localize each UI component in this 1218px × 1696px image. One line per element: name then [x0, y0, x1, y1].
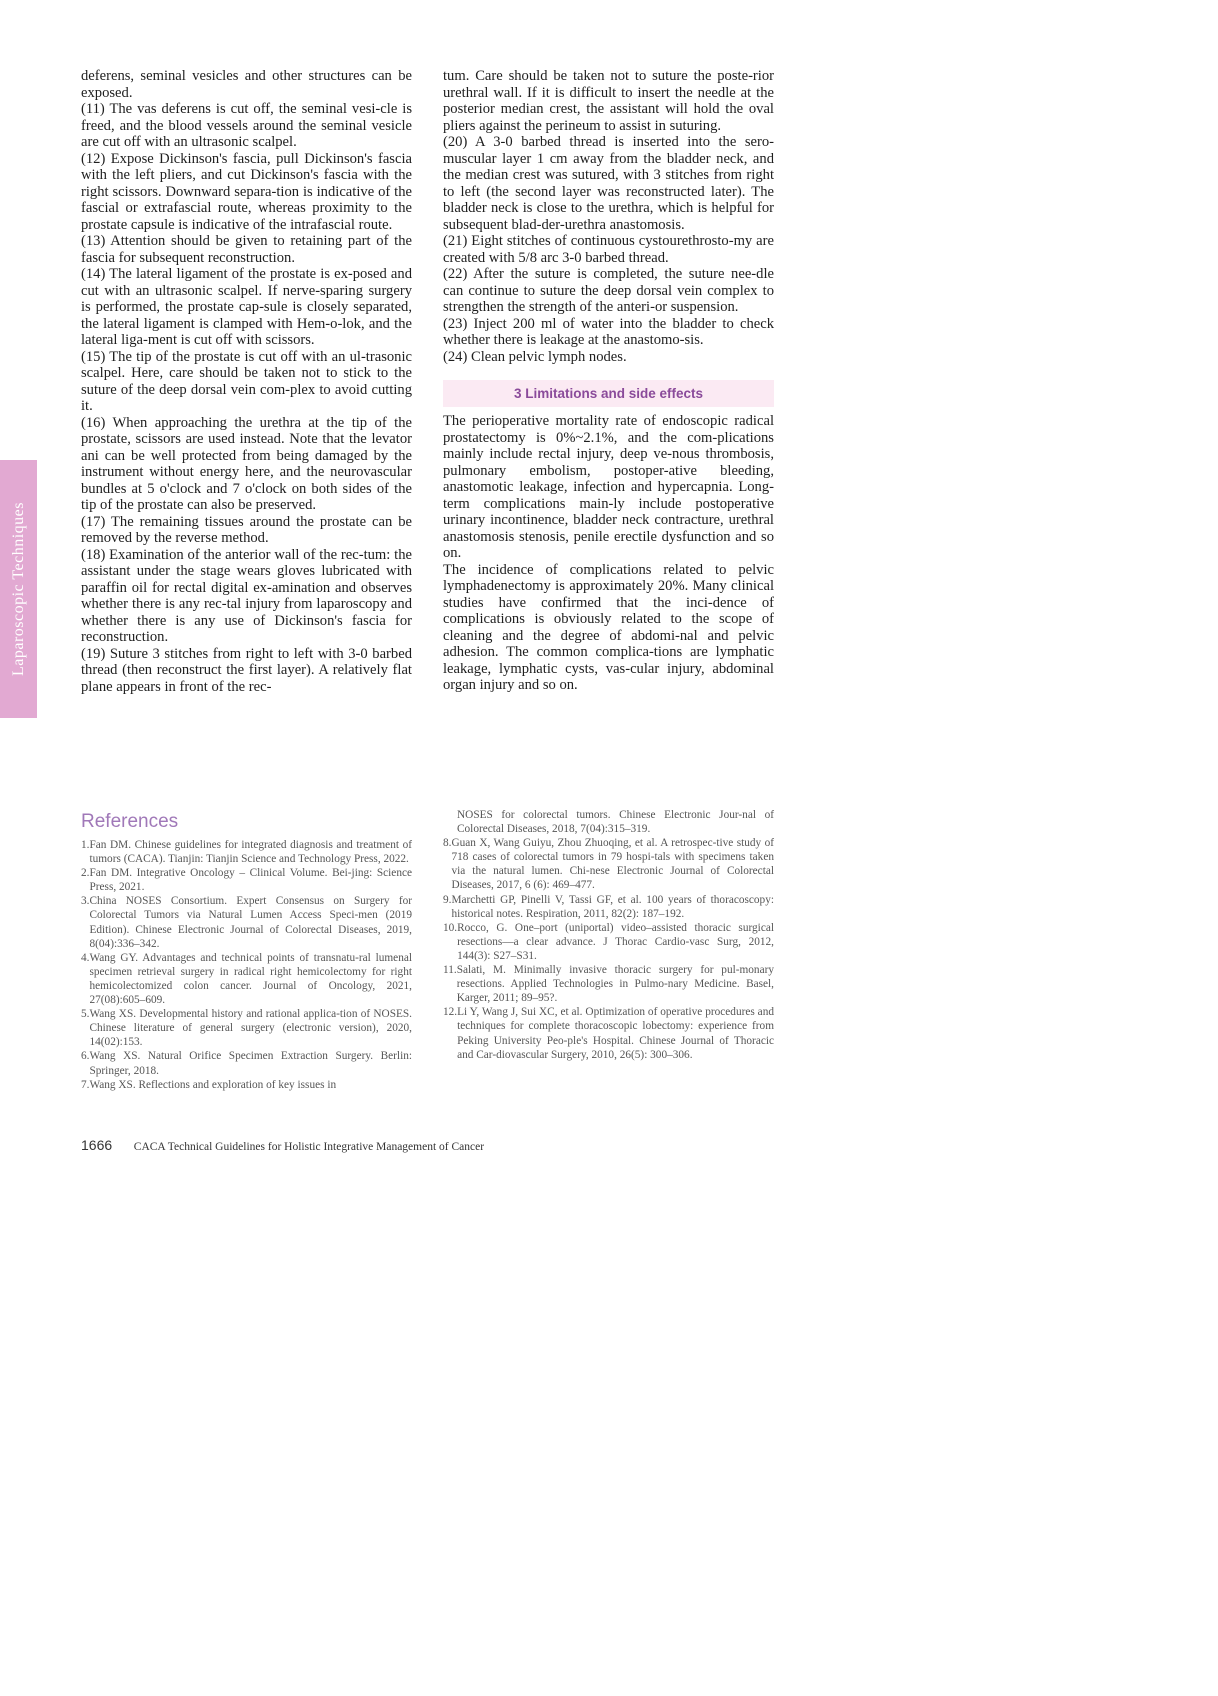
left-text-column: [81, 68, 412, 695]
reference-text: NOSES for colorectal tumors. Chinese Electronic Jour-nal of Colorectal Diseases, 2018, 7(04):315–319.: [457, 809, 774, 836]
reference-item: [443, 1005, 774, 1061]
reference-text: Wang XS. Natural Orifice Specimen Extraction Surgery. Berlin: Springer, 2018.: [89, 1050, 412, 1077]
section-side-tab: [0, 460, 37, 718]
reference-number: 6.: [81, 1050, 90, 1063]
page-number: 1666: [81, 1137, 113, 1153]
reference-item: [443, 963, 774, 1005]
side-tab-label: Laparoscopic Techniques: [9, 501, 27, 677]
paragraph: (12) Expose Dickinson's fascia, pull Dickinson's fascia with the left pliers, and cut Dickinson's fascia with the right scissors. Downward separa-tion is indicative of the fascial or extrafascial route, whereas proximity to the prostate capsule is indicative of the intrafascial route.: [81, 150, 412, 233]
reference-text: Wang GY. Advantages and technical points of transnatu-ral lumenal specimen retrieval surgery in radical right hemicolectomy for right hemicolectomized colon cancer. Journal of Oncology, 2021, 27(08):605–609.: [89, 951, 412, 1007]
reference-item: [443, 836, 774, 892]
reference-text: Fan DM. Chinese guidelines for integrated diagnosis and treatment of tumors (CACA). Tianjin: Tianjin Science and Technology Press, 2022.: [89, 839, 412, 866]
section-heading: 3 Limitations and side effects: [443, 380, 774, 407]
footer-title: CACA Technical Guidelines for Holistic Integrative Management of Cancer: [133, 1141, 485, 1153]
reference-item: [81, 1049, 412, 1077]
paragraph: tum. Care should be taken not to suture the poste-rior urethral wall. If it is difficult to insert the needle at the posterior median crest, the assistant will hold the oval pliers against the perineum to assist in suturing.: [443, 68, 774, 134]
paragraph: (15) The tip of the prostate is cut off with an ul-trasonic scalpel. Here, care should be taken not to stick to the suture of the deep dorsal vein com-plex to avoid cutting it.: [81, 348, 412, 414]
paragraph: (19) Suture 3 stitches from right to left with 3-0 barbed thread (then reconstruct the first layer). A relatively flat plane appears in front of the rec-: [81, 645, 412, 695]
reference-number: 8.: [443, 837, 452, 850]
reference-item: [81, 866, 412, 894]
reference-number: 5.: [81, 1008, 90, 1021]
paragraph: (21) Eight stitches of continuous cystourethrosto-my are created with 5/8 arc 3-0 barbed thread.: [443, 233, 774, 266]
reference-number: 7.: [81, 1078, 90, 1091]
reference-item: [81, 951, 412, 1007]
paragraph: (16) When approaching the urethra at the tip of the prostate, scissors are used instead. Note that the levator ani can be well protected from being damaged by the instrument without energy here, and the neurovascular bundles at 5 o'clock and 7 o'clock on both sides of the tip of the prostate can also be preserved.: [81, 414, 412, 513]
reference-number: 9.: [443, 893, 452, 906]
paragraph: (24) Clean pelvic lymph nodes.: [443, 348, 627, 365]
reference-text: Rocco, G. One–port (uniportal) video–assisted thoracic surgical resections––a clear advance. J Thorac Cardio-vasc Surg, 2012, 144(3): S27–S31.: [457, 921, 774, 962]
reference-item: [81, 1078, 412, 1092]
reference-text: Marchetti GP, Pinelli V, Tassi GF, et al. 100 years of thoracoscopy: historical notes. Respiration, 2011, 82(2): 187–192.: [451, 893, 774, 920]
reference-item: [443, 893, 774, 921]
paragraph: (14) The lateral ligament of the prostate is ex-posed and cut with an ultrasonic scalpel. If nerve-sparing surgery is performed, the prostate cap-sule is closely separated, the lateral ligament is clamped with Hem-o-lok, and the lateral liga-ment is cut off with scissors.: [81, 266, 412, 348]
reference-number: 12.: [443, 1006, 458, 1019]
paragraph: (17) The remaining tissues around the prostate can be removed by the reverse method.: [81, 513, 412, 546]
reference-number: 11.: [443, 964, 457, 977]
reference-item: [81, 838, 412, 866]
references-right-column: [443, 808, 774, 1062]
reference-number: 10.: [443, 921, 458, 934]
reference-text: Wang XS. Reflections and exploration of key issues in: [89, 1078, 337, 1091]
paragraph: deferens, seminal vesicles and other structures can be exposed.: [81, 68, 412, 101]
reference-item: [81, 894, 412, 950]
reference-number: 2.: [81, 867, 90, 880]
reference-text: Guan X, Wang Guiyu, Zhou Zhuoqing, et al. A retrospec-tive study of 718 cases of colorectal tumors in 79 hospi-tals with specimens taken via the natural lumen. Chi-nese Electronic Journal of Colorectal Diseases, 2017, 6 (6): 469–477.: [451, 837, 774, 892]
paragraph: (23) Inject 200 ml of water into the bladder to check whether there is leakage at the anastomo-sis.: [443, 315, 774, 348]
paragraph: The perioperative mortality rate of endoscopic radical prostatectomy is 0%~2.1%, and the com-plications mainly include rectal injury, deep ve-nous thrombosis, pulmonary embolism, postoper-ative bleeding, anastomotic leakage, infection and hypercapnia. Long-term complications main-ly include postoperative urinary incontinence, bladder neck contracture, urethral anastomosis stenosis, penile erectile dysfunction and so on.: [443, 413, 774, 561]
paragraph: (20) A 3-0 barbed thread is inserted into the sero-muscular layer 1 cm away from the bladder neck, and the median crest was sutured, with 3 stitches from right to left (the second layer was reconstructed later). The bladder neck is close to the urethra, which is helpful for subsequent blad-der-urethra anastomosis.: [443, 134, 774, 233]
paragraph: The incidence of complications related to pelvic lymphadenectomy is approximately 20%. Many clinical studies have confirmed that the inci-dence of complications is obviously related to the scope of cleaning and the degree of abdomi-nal and pelvic adhesion. The common complica-tions are lymphatic leakage, lymphatic cysts, vas-cular injury, abdominal organ injury and so on.: [443, 561, 774, 693]
reference-number: 4.: [81, 951, 90, 964]
reference-item: [443, 921, 774, 963]
reference-text: China NOSES Consortium. Expert Consensus on Surgery for Colorectal Tumors via Natural Lumen Access Speci-men (2019 Edition). Chinese Electronic Journal of Colorectal Diseases, 2019, 8(04):336–342.: [89, 895, 412, 950]
reference-text: Salati, M. Minimally invasive thoracic surgery for pul-monary resections. Applied Technologies in Pulmo-nary Medicine. Basel, Karger, 2011; 89–95?.: [456, 964, 774, 1005]
references-title: References: [81, 811, 179, 832]
right-text-column: [443, 68, 774, 694]
reference-text: Li Y, Wang J, Sui XC, et al. Optimization of operative procedures and techniques for complete thoracoscopic lobectomy: experience from Peking University Peo-ple's Hospital. Chinese Journal of Thoracic and Car-diovascular Surgery, 2010, 26(5): 300–306.: [457, 1006, 774, 1061]
reference-text: Wang XS. Developmental history and rational applica-tion of NOSES. Chinese literature of general surgery (electronic version), 2020, 14(02):153.: [89, 1008, 412, 1049]
reference-text: Fan DM. Integrative Oncology – Clinical Volume. Bei-jing: Science Press, 2021.: [89, 867, 412, 894]
paragraph: (11) The vas deferens is cut off, the seminal vesi-cle is freed, and the blood vessels around the seminal vesicle are cut off with an ultrasonic scalpel.: [81, 101, 412, 150]
reference-number: 1.: [81, 839, 90, 851]
reference-number: 3.: [81, 895, 90, 908]
reference-item: [81, 1007, 412, 1049]
paragraph: (22) After the suture is completed, the suture nee-dle can continue to suture the deep dorsal vein complex to strengthen the strength of the anteri-or suspension.: [443, 266, 774, 315]
paragraph: (18) Examination of the anterior wall of the rec-tum: the assistant under the stage wears gloves lubricated with paraffin oil for rectal digital ex-amination and observes whether there is any rec-tal injury from laparoscopy and whether there is any use of Dickinson's fascia for reconstruction.: [81, 546, 412, 645]
page-footer: [81, 1137, 484, 1153]
paragraph: (13) Attention should be given to retaining part of the fascia for subsequent reconstruction.: [81, 233, 412, 266]
reference-continuation: [443, 808, 774, 836]
references-left-column: [81, 838, 412, 1092]
